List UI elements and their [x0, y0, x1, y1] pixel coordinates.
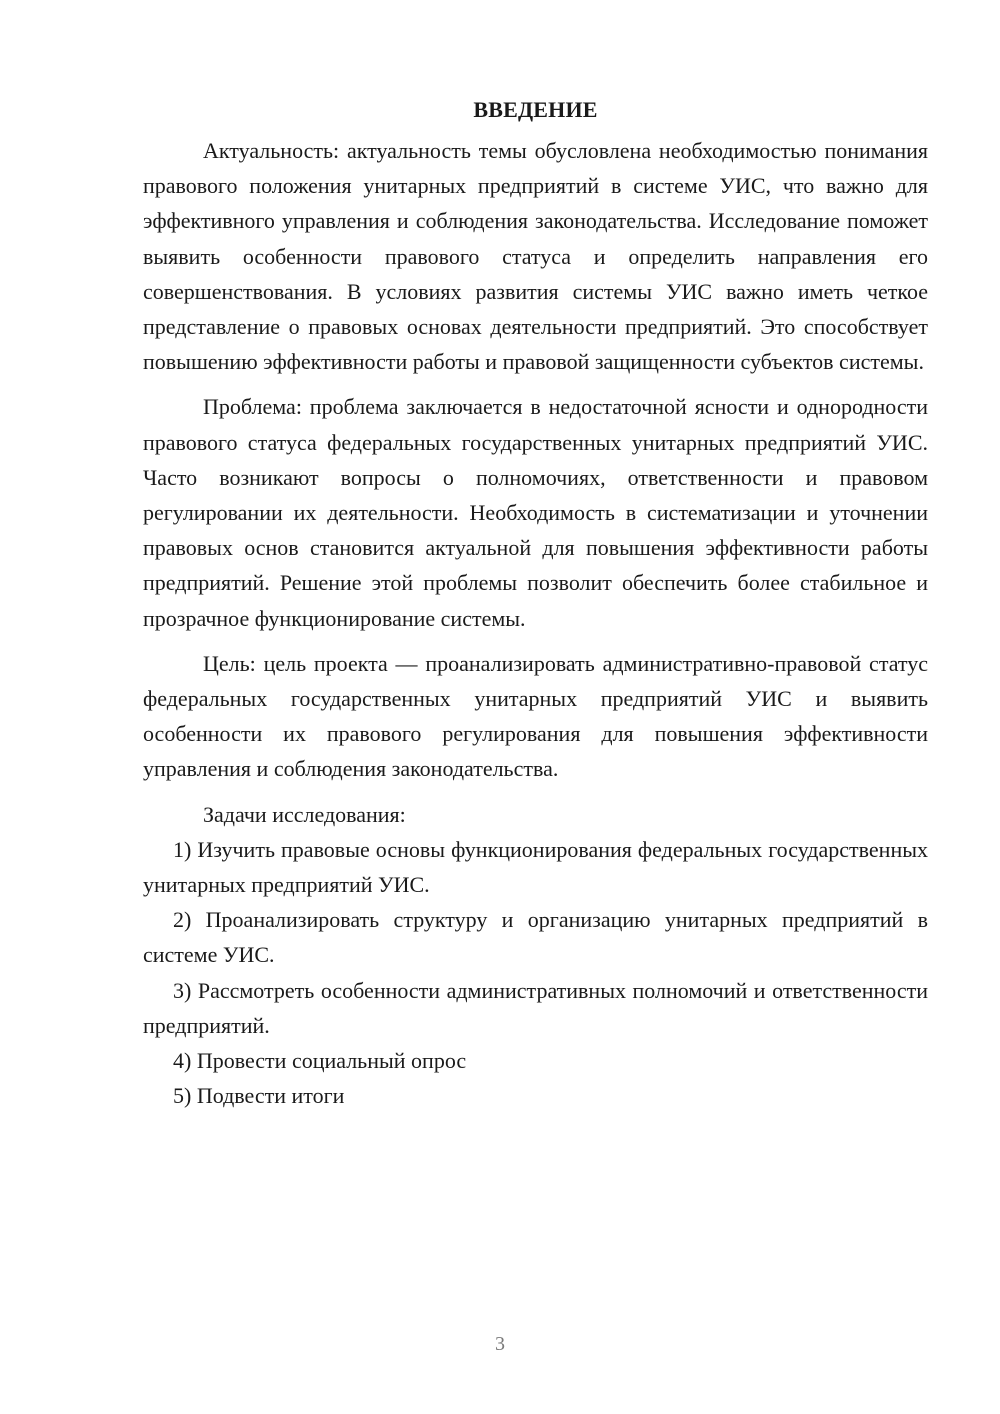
paragraph-goal: Цель: цель проекта — проанализировать административно-правовой статус федеральных государственных унитарных предприятий УИС и выявить особенности их правового регулирования для повышения эффективности управления и соблюдения законодательства. [143, 650, 928, 782]
task-item-1: 1) Изучить правовые основы функционирования федеральных государственных унитарных предприятий УИС. [143, 836, 928, 898]
page-title: ВВЕДЕНИЕ [473, 97, 598, 122]
task-item-5: 5) Подвести итоги [173, 1083, 345, 1109]
task-item-3: 3) Рассмотреть особенности административных полномочий и ответственности предприятий. [143, 977, 928, 1038]
tasks-heading: Задачи исследования: [203, 801, 406, 827]
page-number: 3 [495, 1333, 505, 1355]
task-item-2: 2) Проанализировать структуру и организацию унитарных предприятий в системе УИС. [143, 907, 928, 968]
paragraph-relevance: Актуальность: актуальность темы обусловлена необходимостью понимания правового положения унитарных предприятий в системе УИС, что важно для эффективного управления и соблюдения законодательства. Исследование поможет выявить особенности правового статуса и определить направления его совершенствования. В условиях развития системы УИС важно иметь четкое представление о правовых основах деятельности предприятий. Это способствует повышению эффективности работы и правовой защищенности субъектов системы. [143, 138, 928, 375]
page-content [143, 92, 928, 1113]
paragraph-problem: Проблема: проблема заключается в недостаточной ясности и однородности правового статуса федеральных государственных унитарных предприятий УИС. Часто возникают вопросы о полномочиях, ответственности и правовом регулировании их деятельности. Необходимость в систематизации и уточнении правовых основ становится актуальной для повышения эффективности работы предприятий. Решение этой проблемы позволит обеспечить более стабильное и прозрачное функционирование системы. [143, 394, 928, 631]
task-item-4: 4) Провести социальный опрос [173, 1048, 467, 1074]
